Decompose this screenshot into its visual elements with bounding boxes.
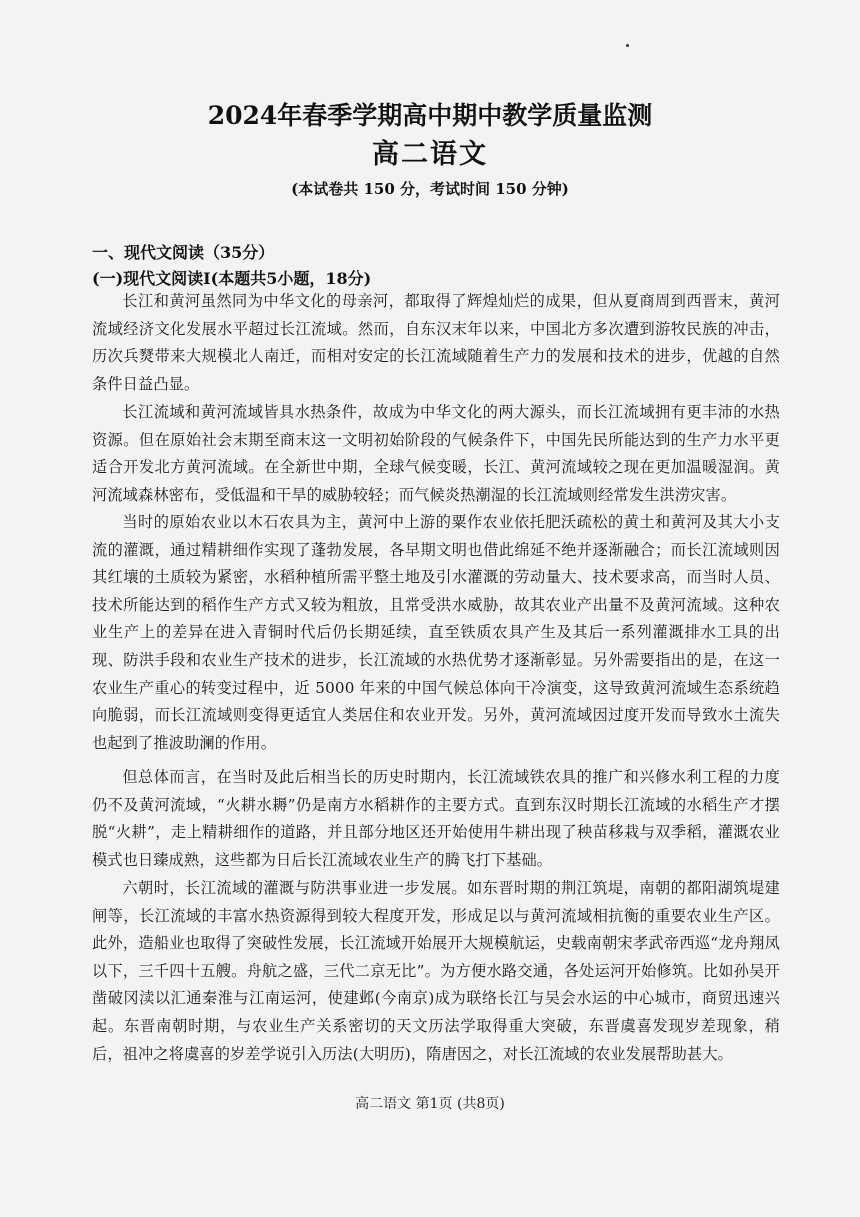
section-heading: 一、现代文阅读（35分） xyxy=(92,243,275,262)
exam-subject: 高二语文 xyxy=(372,139,488,170)
exam-title: 2024年春季学期高中期中教学质量监测 xyxy=(207,101,653,130)
passage-paragraph-4: 但总体而言，在当时及此后相当长的历史时期内，长江流域铁农具的推广和兴修水利工程的力度仍不及黄河流域，“火耕水耨”仍是南方水稻耕作的主要方式。直到东汉时期长江流域的水稻生产才摆脱“火耕”，走上精耕细作的道路，并且部分地区还开始使用牛耕出现了秧苗移栽与双季稻，灌溉农业模式也日臻成熟，这些都为日后长江流域农业生产的腾飞打下基础。 xyxy=(92,768,780,869)
passage-paragraph-3: 当时的原始农业以木石农具为主，黄河中上游的粟作农业依托肥沃疏松的黄土和黄河及其大小支流的灌溉，通过精耕细作实现了蓬勃发展，各早期文明也借此绵延不绝并逐渐融合；而长江流域则因其红壤的土质较为紧密，水稻种植所需平整土地及引水灌溉的劳动量大、技术要求高，而当时人员、技术所能达到的稻作生产方式又较为粗放，且常受洪水威胁，故其农业产出量不及黄河流域。这种农业生产上的差异在进入青铜时代后仍长期延续，直至铁质农具产生及其后一系列灌溉排水工具的出现、防洪手段和农业生产技术的进步，长江流域的水热优势才逐渐彰显。另外需要指出的是，在这一农业生产重心的转变过程中，近 5000 年来的中国气候总体向干冷演变，这导致黄河流域生态系统趋向脆弱，而长江流域则变得更适宜人类居住和农业开发。另外，黄河流域因过度开发而导致水土流失也起到了推波助澜的作用。 xyxy=(92,513,780,752)
section-subheading: (一)现代文阅读Ⅰ(本题共5小题，18分) xyxy=(92,269,372,288)
passage-paragraph-5: 六朝时，长江流域的灌溉与防洪事业进一步发展。如东晋时期的荆江筑堤，南朝的都阳湖筑堤建闸等，长江流域的丰富水热资源得到较大程度开发，形成足以与黄河流域相抗衡的重要农业生产区。此外，造船业也取得了突破性发展，长江流域开始展开大规模航运，史载南朝宋孝武帝西巡“龙舟翔凤以下，三千四十五艘。舟航之盛，三代二京无比”。为方便水路交通，各处运河开始修筑。比如孙吴开凿破冈渎以汇通秦淮与江南运河，使建邺(今南京)成为联络长江与吴会水运的中心城市，商贸迅速兴起。东晋南朝时期，与农业生产关系密切的天文历法学取得重大突破，东晋虞喜发现岁差现象，稍后，祖冲之将虞喜的岁差学说引入历法(大明历)，隋唐因之，对长江流域的农业发展帮助甚大。 xyxy=(92,879,780,1063)
passage-paragraph-1: 长江和黄河虽然同为中华文化的母亲河，都取得了辉煌灿烂的成果，但从夏商周到西晋末，黄河流域经济文化发展水平超过长江流域。然而，自东汉末年以来，中国北方多次遭到游牧民族的冲击，历次兵燹带来大规模北人南迁，而相对安定的长江流域随着生产力的发展和技术的进步，优越的自然条件日益凸显。 xyxy=(92,292,780,393)
passage-paragraph-2: 长江流域和黄河流域皆具水热条件，故成为中华文化的两大源头，而长江流域拥有更丰沛的水热资源。但在原始社会末期至商末这一文明初始阶段的气候条件下，中国先民所能达到的生产力水平更适合开发北方黄河流域。在全新世中期，全球气候变暖，长江、黄河流域较之现在更加温暖湿润。黄河流域森林密布，受低温和干旱的威胁较轻；而气候炎热潮湿的长江流域则经常发生洪涝灾害。 xyxy=(92,403,780,504)
page-footer: 高二语文 第1页 (共8页) xyxy=(355,1096,505,1112)
scan-speck xyxy=(626,44,629,47)
exam-note: (本试卷共 150 分，考试时间 150 分钟) xyxy=(291,180,569,198)
